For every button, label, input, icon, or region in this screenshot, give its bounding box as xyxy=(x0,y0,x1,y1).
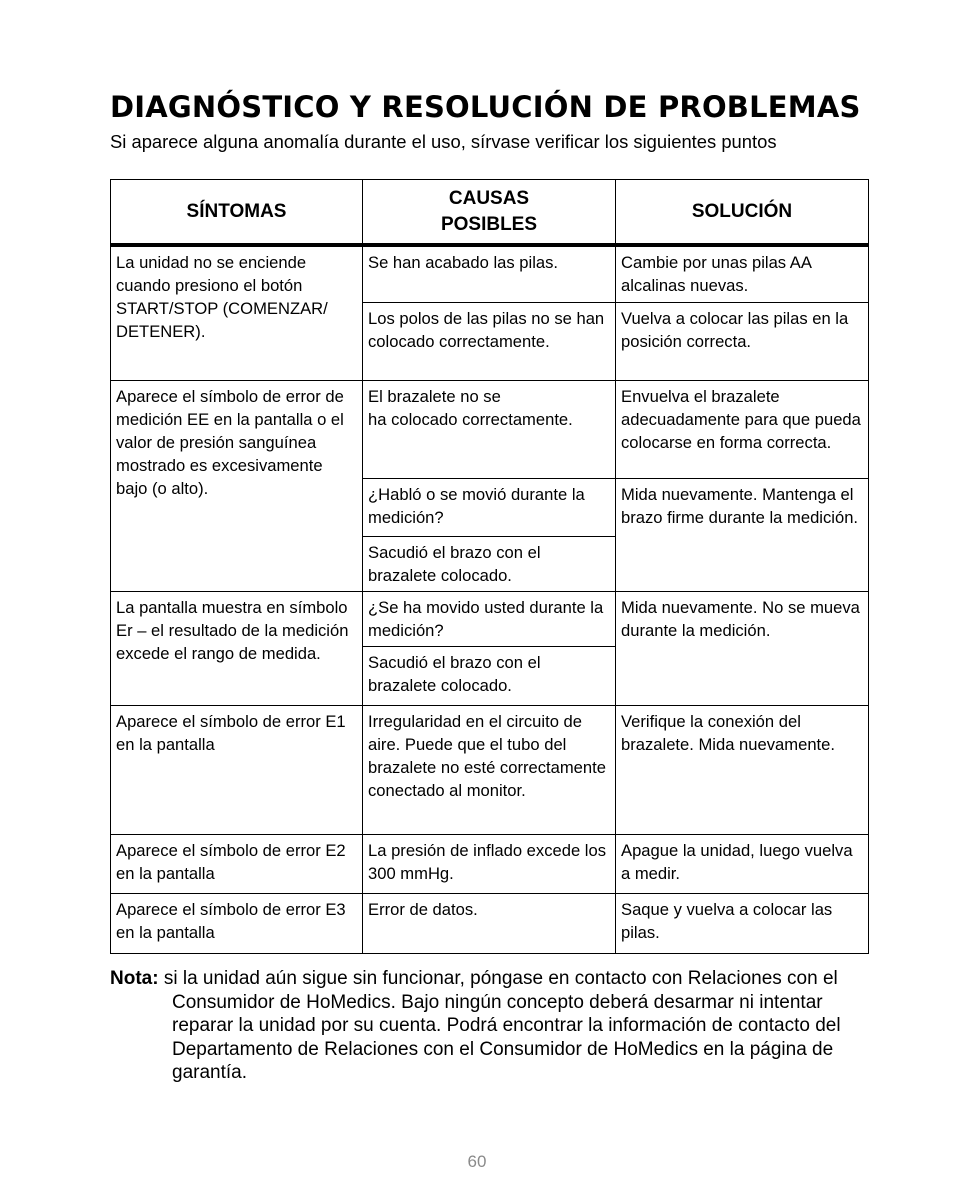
table-header-row xyxy=(111,180,869,246)
page-subtitle: Si aparece alguna anomalía durante el uso, sírvase verificar los siguientes puntos xyxy=(110,131,777,152)
header-solucion: SOLUCIÓN xyxy=(616,180,869,246)
symptom-cell: Aparece el símbolo de error E2 en la pantalla xyxy=(111,835,363,894)
cause-line: El brazalete no se xyxy=(368,387,501,406)
symptom-cell: Aparece el símbolo de error de medición EE en la pantalla o el valor de presión sanguínea mostrado es excesivamente bajo (o alto). xyxy=(111,381,363,592)
solution-cell: Mida nuevamente. No se mueva durante la medición. xyxy=(616,592,869,706)
symptom-cell: Aparece el símbolo de error E3 en la pantalla xyxy=(111,894,363,954)
cause-cell: Irregularidad en el circuito de aire. Puede que el tubo del brazalete no esté correctamente conectado al monitor. xyxy=(363,706,616,835)
page-number: 60 xyxy=(467,1152,487,1171)
troubleshooting-table xyxy=(110,179,869,954)
cause-cell: La presión de inflado excede los 300 mmHg. xyxy=(363,835,616,894)
table-row xyxy=(111,381,869,479)
table-row xyxy=(111,835,869,894)
page-title: DIAGNÓSTICO Y RESOLUCIÓN DE PROBLEMAS xyxy=(110,90,861,124)
note-paragraph xyxy=(110,967,870,1085)
cause-cell: Los polos de las pilas no se han colocado correctamente. xyxy=(363,303,616,381)
cause-cell: Se han acabado las pilas. xyxy=(363,245,616,303)
solution-cell: Mida nuevamente. Mantenga el brazo firme durante la medición. xyxy=(616,479,869,592)
cause-cell: Sacudió el brazo con el brazalete colocado. xyxy=(363,537,616,592)
cause-cell: Error de datos. xyxy=(363,894,616,954)
header-sintomas: SÍNTOMAS xyxy=(111,180,363,246)
note-body: si la unidad aún sigue sin funcionar, póngase en contacto con Relaciones con el Consumidor de HoMedics. Bajo ningún concepto deberá desarmar ni intentar reparar la unidad por su cuenta. Podrá encontrar la información de contacto del Departamento de Relaciones con el Consumidor de HoMedics en la página de garantía. xyxy=(163,968,841,1083)
header-causas-line2: POSIBLES xyxy=(440,213,538,235)
header-causas-line1: CAUSAS xyxy=(448,187,530,209)
cause-cell: ¿Habló o se movió durante la medición? xyxy=(363,479,616,537)
note-block xyxy=(110,967,870,1085)
table-row xyxy=(111,894,869,954)
cause-cell: ¿Se ha movido usted durante la medición? xyxy=(363,592,616,647)
note-label: Nota: xyxy=(110,968,159,989)
cause-cell: Sacudió el brazo con el brazalete colocado. xyxy=(363,647,616,706)
table-row xyxy=(111,245,869,303)
solution-cell: Envuelva el brazalete adecuadamente para que pueda colocarse en forma correcta. xyxy=(616,381,869,479)
symptom-cell: Aparece el símbolo de error E1 en la pantalla xyxy=(111,706,363,835)
table-row xyxy=(111,706,869,835)
solution-cell: Cambie por unas pilas AA alcalinas nuevas. xyxy=(616,245,869,303)
cause-cell xyxy=(363,381,616,479)
table-row xyxy=(111,592,869,647)
solution-cell: Apague la unidad, luego vuelva a medir. xyxy=(616,835,869,894)
header-causas xyxy=(363,180,616,246)
symptom-cell: La pantalla muestra en símbolo Er – el resultado de la medición excede el rango de medida. xyxy=(111,592,363,706)
solution-cell: Vuelva a colocar las pilas en la posición correcta. xyxy=(616,303,869,381)
cause-line: ha colocado correctamente. xyxy=(368,410,573,429)
solution-cell: Verifique la conexión del brazalete. Mida nuevamente. xyxy=(616,706,869,835)
solution-cell: Saque y vuelva a colocar las pilas. xyxy=(616,894,869,954)
symptom-cell: La unidad no se enciende cuando presiono el botón START/STOP (COMENZAR/ DETENER). xyxy=(111,245,363,381)
